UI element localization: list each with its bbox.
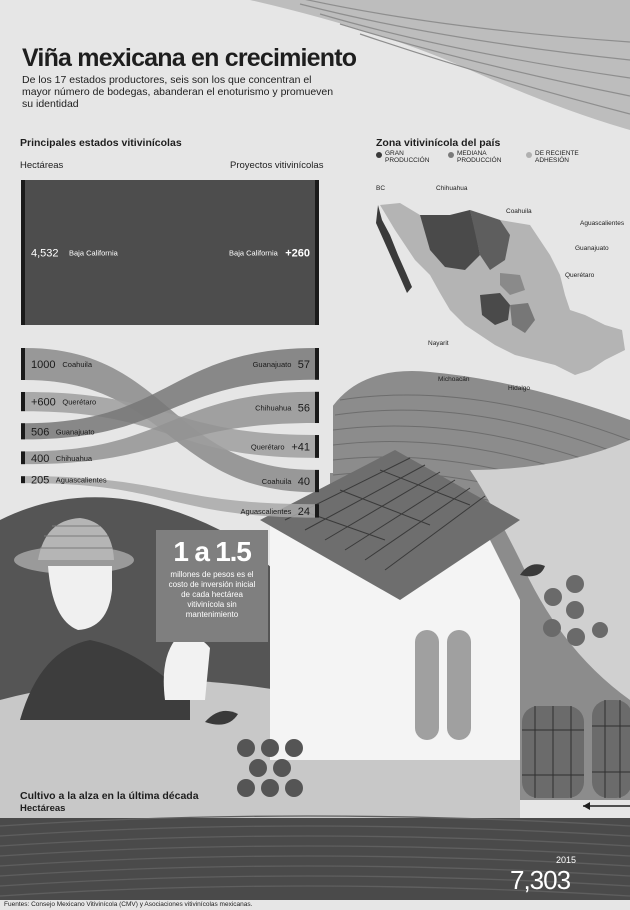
legend-label: MEDIANA PRODUCCIÓN [457, 150, 502, 164]
map-label-bc: BC [376, 185, 386, 192]
source-footnote: Fuentes: Consejo Mexicano Vitivinícola (CMV) y Asociaciones vitivinícolas mexicanas. [4, 901, 253, 908]
left-node-bar [21, 180, 25, 325]
sankey-chart [15, 175, 325, 518]
area-title: Cultivo a la alza en la última década [20, 790, 199, 802]
area-year: 2015 [556, 855, 577, 865]
right-value-label: +260 [285, 247, 310, 260]
legend-label: DE RECIENTE ADHESIÓN [535, 150, 579, 164]
left-node-bar [21, 392, 25, 411]
left-value-label: +600 [31, 396, 56, 409]
map-label-hidalgo: Hidalgo [508, 385, 531, 392]
map-title: Zona vitivinícola del país [376, 137, 501, 149]
right-node-bar [315, 504, 319, 517]
left-value-label: 506 [31, 426, 50, 439]
left-state-label: Aguascalientes [55, 475, 107, 485]
left-node-bar [21, 423, 25, 439]
map-label-aguascalientes: Aguascalientes [580, 220, 625, 227]
right-node-bar [315, 470, 319, 492]
right-node-bar [315, 435, 319, 458]
left-node-bar [21, 476, 25, 483]
right-state-label: Chihuahua [255, 403, 292, 413]
left-value-label: 4,532 [31, 247, 59, 260]
legend-dot-icon [448, 152, 454, 158]
map-label-coahuila: Coahuila [506, 208, 532, 215]
right-value-label: 57 [297, 358, 310, 371]
legend-item-gran [376, 150, 440, 164]
right-state-label: Aguascalientes [240, 506, 292, 516]
right-node-bar [315, 392, 319, 423]
mexico-map [360, 175, 630, 400]
page-title: Viña mexicana en crecimiento [22, 44, 357, 72]
right-node-bar [315, 180, 319, 325]
left-state-label: Guanajuato [55, 427, 95, 437]
right-state-label: Guanajuato [252, 359, 292, 369]
area-ylabel: Hectáreas [20, 803, 66, 814]
map-label-queretaro: Querétaro [565, 272, 595, 279]
map-label-nayarit: Nayarit [428, 340, 449, 347]
callout-box [156, 530, 268, 642]
map-label-michoacan: Michoacán [438, 376, 470, 383]
left-state-label: Chihuahua [55, 453, 93, 463]
sankey-left-label: Hectáreas [20, 160, 64, 171]
right-value-label: 24 [297, 505, 310, 518]
sankey-title: Principales estados vitivinícolas [20, 137, 182, 149]
sankey-right-label: Proyectos vitivinícolas [230, 160, 324, 171]
left-state-label: Querétaro [62, 397, 97, 407]
left-node-bar [21, 451, 25, 464]
right-state-label: Baja California [229, 248, 278, 258]
callout-text: millones de pesos es el costo de inversión inicial de cada hectárea vitivinícola sin mantenimiento [168, 570, 256, 619]
map-legend [376, 150, 626, 164]
left-value-label: 400 [31, 452, 50, 465]
left-value-label: 205 [31, 474, 50, 487]
page-subtitle: De los 17 estados productores, seis son los que concentran el mayor número de bodegas, abanderan el enoturismo y promueven su identidad [22, 74, 334, 110]
right-node-bar [315, 348, 319, 380]
right-state-label: Coahuila [261, 477, 292, 487]
left-state-label: Baja California [69, 248, 118, 258]
left-value-label: 1000 [31, 358, 56, 371]
legend-label: GRAN PRODUCCIÓN [385, 150, 430, 164]
legend-item-reciente [526, 150, 598, 164]
left-state-label: Coahuila [62, 359, 93, 369]
map-label-guanajuato: Guanajuato [575, 245, 609, 252]
right-value-label: +41 [291, 441, 310, 454]
right-value-label: 40 [297, 476, 310, 489]
left-node-bar [21, 348, 25, 380]
legend-dot-icon [526, 152, 532, 158]
legend-item-mediana [448, 150, 518, 164]
right-state-label: Querétaro [250, 442, 285, 452]
map-label-chihuahua: Chihuahua [436, 185, 468, 192]
area-value: 7,303 [510, 865, 571, 895]
legend-dot-icon [376, 152, 382, 158]
right-value-label: 56 [297, 402, 310, 415]
callout-big: 1 a 1.5 [173, 536, 251, 567]
